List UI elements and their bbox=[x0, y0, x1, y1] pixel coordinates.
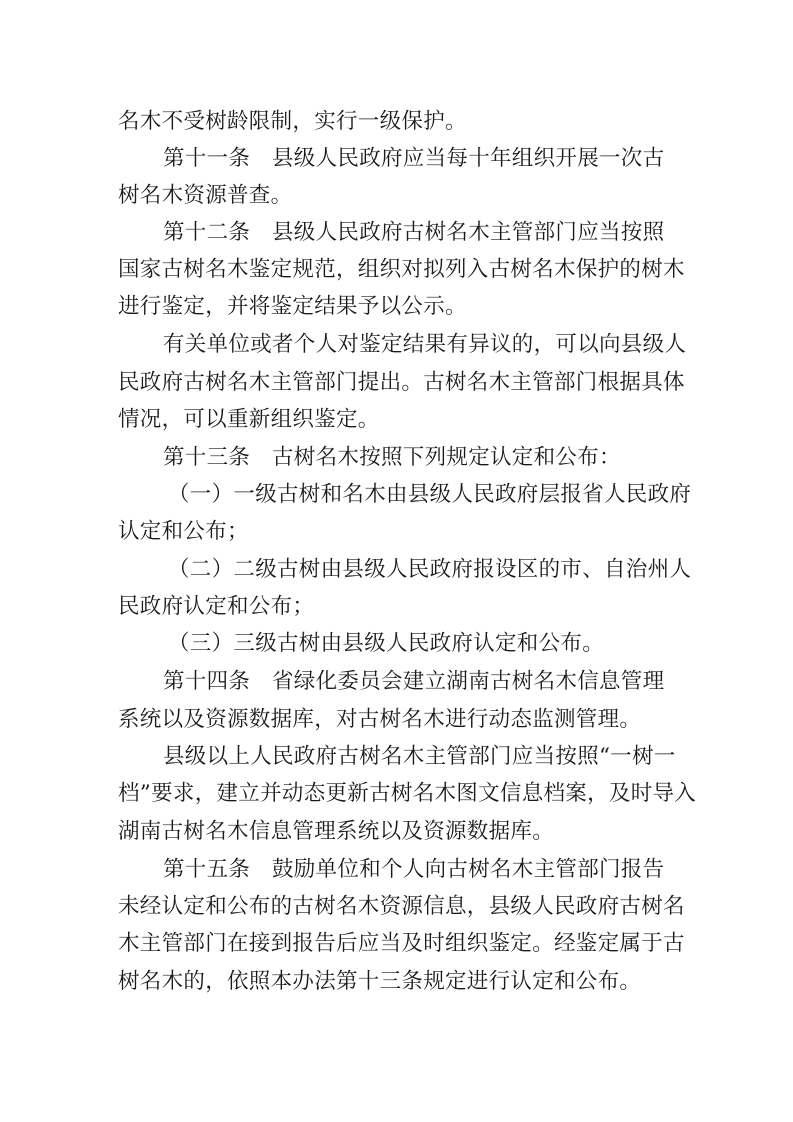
article-14-heading-line: 第十四条 省绿化委员会建立湖南古树名木信息管理 bbox=[163, 669, 665, 694]
text-line: 民政府认定和公布； bbox=[118, 594, 315, 619]
text-line: 系统以及资源数据库，对古树名木进行动态监测管理。 bbox=[118, 707, 642, 732]
article-12-heading-line: 第十二条 县级人民政府古树名木主管部门应当按照 bbox=[163, 220, 665, 245]
list-item-2-line: （二）二级古树由县级人民政府报设区的市、自治州人 bbox=[168, 557, 692, 582]
text-line: 湖南古树名木信息管理系统以及资源数据库。 bbox=[118, 819, 555, 844]
text-line: 树名木的，依照本办法第十三条规定进行认定和公布。 bbox=[118, 969, 642, 994]
paragraph-start-line: 有关单位或者个人对鉴定结果有异议的，可以向县级人 bbox=[163, 332, 687, 357]
text-line: 情况，可以重新组织鉴定。 bbox=[118, 407, 380, 432]
text-line: 树名木资源普查。 bbox=[118, 183, 293, 208]
text-line: 民政府古树名木主管部门提出。古树名木主管部门根据具体 bbox=[118, 370, 685, 395]
text-line: 档”要求，建立并动态更新古树名木图文信息档案，及时导入 bbox=[118, 781, 697, 806]
list-item-3-line: （三）三级古树由县级人民政府认定和公布。 bbox=[168, 631, 605, 656]
paragraph-start-line: 县级以上人民政府古树名木主管部门应当按照“一树一 bbox=[163, 744, 676, 769]
text-line: 名木不受树龄限制，实行一级保护。 bbox=[118, 109, 467, 134]
text-line: 进行鉴定，并将鉴定结果予以公示。 bbox=[118, 294, 467, 319]
article-13-heading-line: 第十三条 古树名木按照下列规定认定和公布： bbox=[163, 445, 621, 470]
article-11-heading-line: 第十一条 县级人民政府应当每十年组织开展一次古 bbox=[163, 146, 665, 171]
text-line: 认定和公布； bbox=[118, 519, 249, 544]
text-line: 国家古树名木鉴定规范，组织对拟列入古树名木保护的树木 bbox=[118, 257, 685, 282]
text-line: 木主管部门在接到报告后应当及时组织鉴定。经鉴定属于古 bbox=[118, 931, 685, 956]
article-15-heading-line: 第十五条 鼓励单位和个人向古树名木主管部门报告 bbox=[163, 857, 665, 882]
text-line: 未经认定和公布的古树名木资源信息，县级人民政府古树名 bbox=[118, 894, 685, 919]
list-item-1-line: （一）一级古树和名木由县级人民政府层报省人民政府 bbox=[168, 482, 692, 507]
